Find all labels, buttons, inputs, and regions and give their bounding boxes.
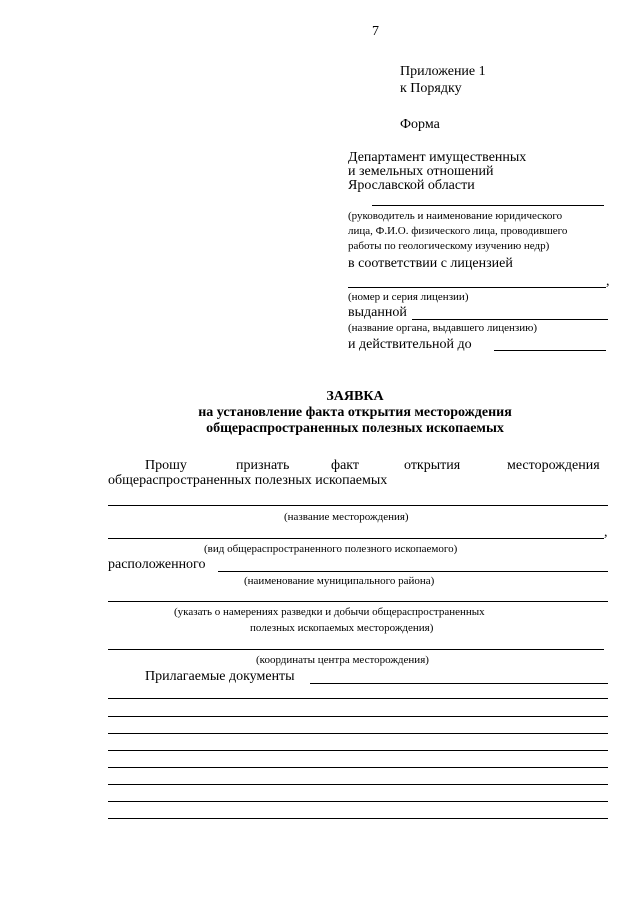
- applicant-fill-line[interactable]: [372, 205, 604, 206]
- issued-label: выданной: [348, 305, 407, 320]
- located-label: расположенного: [108, 557, 206, 572]
- addressee-line2: и земельных отношений: [348, 164, 494, 179]
- hint-deposit-name: (название месторождения): [284, 511, 409, 523]
- attached-fill-line-4[interactable]: [108, 750, 608, 751]
- body-line-2: общераспространенных полезных ископаемых: [108, 473, 388, 488]
- deposit-name-fill-line[interactable]: [108, 505, 608, 506]
- mineral-type-fill-line[interactable]: [108, 538, 604, 539]
- appendix-line1: Приложение 1: [400, 64, 486, 79]
- mineral-type-comma: ,: [604, 525, 608, 540]
- body-word-4: открытия: [404, 458, 461, 473]
- hint-mineral-type: (вид общераспространенного полезного ископаемого): [204, 543, 458, 555]
- document-subtitle-1: на установление факта открытия месторождения: [198, 405, 512, 420]
- attached-fill-line-1[interactable]: [108, 698, 608, 699]
- license-label: в соответствии с лицензией: [348, 256, 513, 271]
- attached-fill-line-7[interactable]: [108, 801, 608, 802]
- attached-fill-line-5[interactable]: [108, 767, 608, 768]
- district-fill-line[interactable]: [218, 571, 608, 572]
- hint-applicant-2: лица, Ф.И.О. физического лица, проводившего: [348, 225, 568, 237]
- valid-until-label: и действительной до: [348, 337, 472, 352]
- hint-intentions-1: (указать о намерениях разведки и добычи общераспространенных: [174, 606, 485, 618]
- attached-fill-line-6[interactable]: [108, 784, 608, 785]
- hint-applicant-1: (руководитель и наименование юридического: [348, 210, 563, 222]
- body-word-3: факт: [331, 458, 360, 473]
- body-word-2: признать: [236, 458, 290, 473]
- attached-fill-line-8[interactable]: [108, 818, 608, 819]
- page-number: 7: [372, 24, 379, 39]
- document-title: ЗАЯВКА: [326, 389, 384, 404]
- valid-until-fill-line[interactable]: [494, 350, 606, 351]
- intentions-fill-line[interactable]: [108, 601, 608, 602]
- hint-applicant-3: работы по геологическому изучению недр): [348, 240, 550, 252]
- hint-license: (номер и серия лицензии): [348, 291, 469, 303]
- license-fill-line[interactable]: [348, 287, 606, 288]
- hint-issuer: (название органа, выдавшего лицензию): [348, 322, 538, 334]
- hint-district: (наименование муниципального района): [244, 575, 435, 587]
- attached-fill-line-0[interactable]: [310, 683, 608, 684]
- hint-intentions-2: полезных ископаемых месторождения): [250, 622, 434, 634]
- attached-fill-line-2[interactable]: [108, 716, 608, 717]
- hint-coordinates: (координаты центра месторождения): [256, 654, 429, 666]
- body-word-1: Прошу: [145, 458, 187, 473]
- form-label: Форма: [400, 117, 440, 132]
- coordinates-fill-line[interactable]: [108, 649, 604, 650]
- license-comma: ,: [606, 274, 610, 289]
- attached-fill-line-3[interactable]: [108, 733, 608, 734]
- attached-documents-label: Прилагаемые документы: [145, 669, 295, 684]
- addressee-line3: Ярославской области: [348, 178, 475, 193]
- appendix-line2: к Порядку: [400, 81, 462, 96]
- addressee-line1: Департамент имущественных: [348, 150, 527, 165]
- body-word-5: месторождения: [507, 458, 600, 473]
- issuer-fill-line[interactable]: [412, 319, 608, 320]
- document-subtitle-2: общераспространенных полезных ископаемых: [206, 421, 504, 436]
